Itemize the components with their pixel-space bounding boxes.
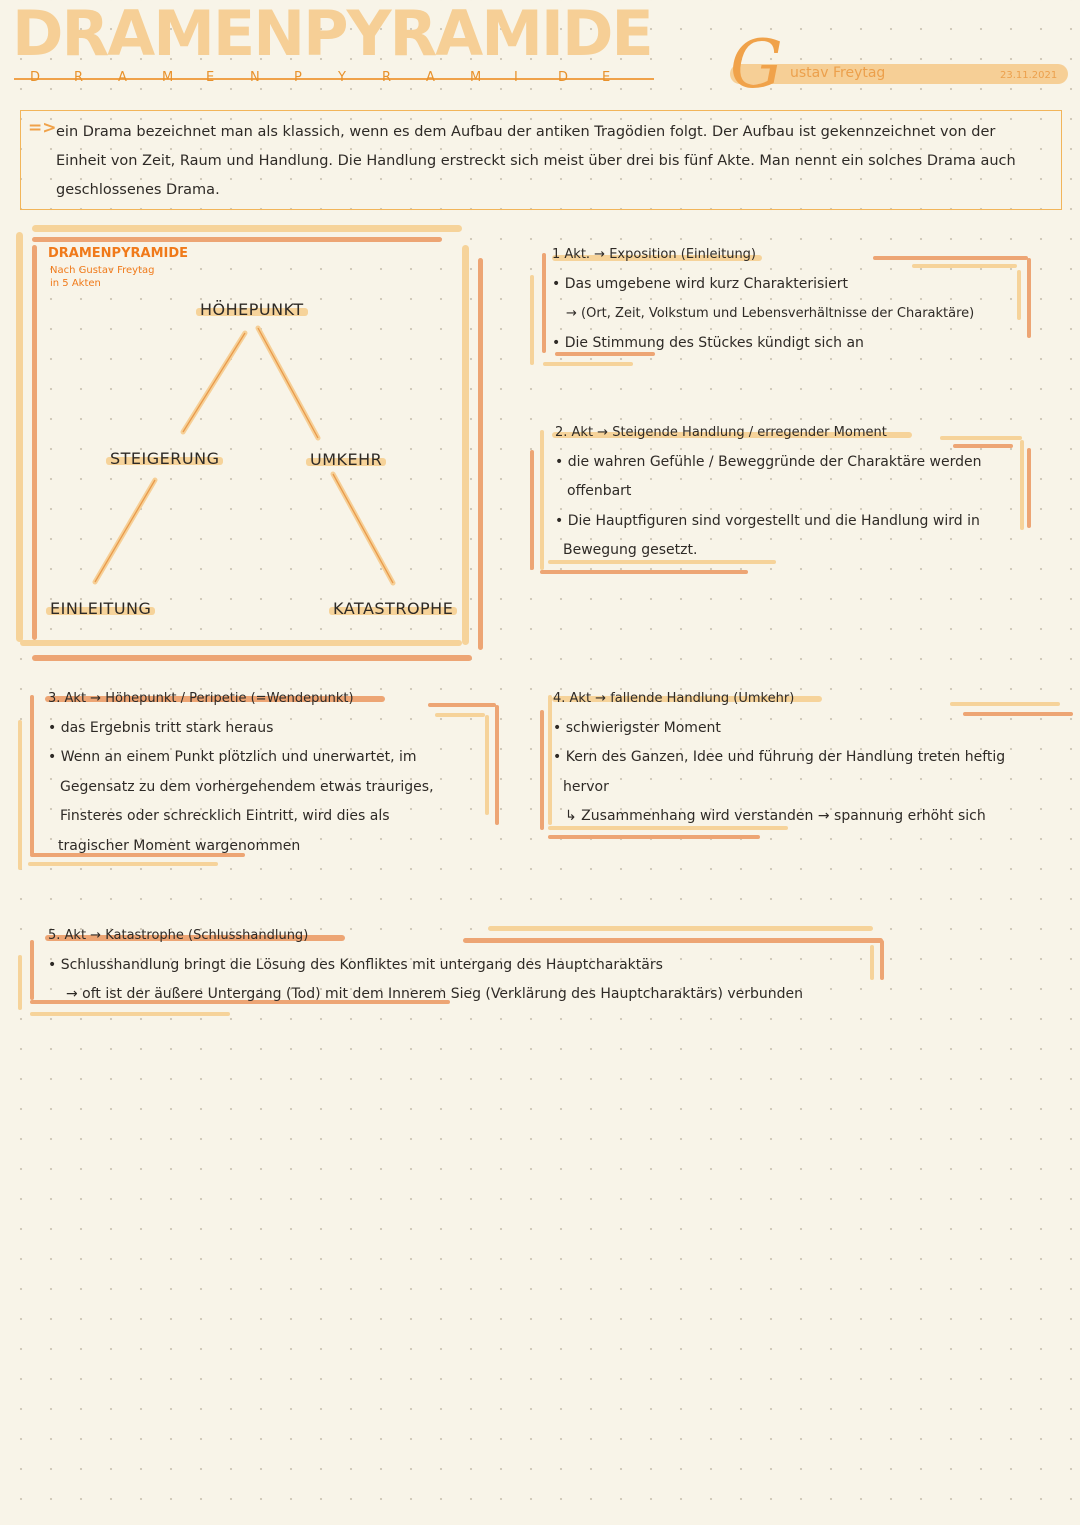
label-peak (200, 300, 304, 320)
frame-stroke (542, 253, 546, 353)
label-text: STEIGERUNG (110, 449, 220, 468)
title-letter: D (30, 70, 41, 85)
arrow-icon: => (28, 118, 57, 138)
act-line: • Die Stimmung des Stückes kündigt sich an (552, 334, 864, 351)
title-letter: A (118, 70, 127, 85)
label-catastrophe (333, 599, 453, 619)
label-turn (310, 450, 382, 470)
title-letter: N (250, 70, 260, 85)
frame-stroke (30, 1012, 230, 1016)
label-text: EINLEITUNG (50, 599, 152, 618)
act-line: → oft ist der äußere Untergang (Tod) mit dem Innerem Sieg (Verklärung des Hauptcharaktärs) verbunden (66, 986, 804, 1002)
title-letter: E (206, 70, 215, 85)
act-line: • Kern des Ganzen, Idee und führung der Handlung treten heftig (553, 749, 1006, 765)
act-line: • Wenn an einem Punkt plötzlich und unerwartet, im (48, 749, 417, 765)
title-letter: P (294, 70, 302, 85)
label-rise (110, 449, 219, 469)
act-4 (553, 684, 1073, 832)
act-2 (555, 418, 1070, 566)
act-line: tragischer Moment wargenommen (58, 837, 301, 854)
frame-stroke (18, 955, 22, 1010)
act-heading: 2. Akt → Steigende Handlung / erregender Moment (555, 425, 887, 440)
pyramid-subtitle-line: Nach Gustav Freytag (50, 265, 155, 276)
act-line: ↳ Zusammenhang wird verstanden → spannung erhöht sich (565, 808, 986, 824)
intro-text: ein Drama bezeichnet man als klassich, wenn es dem Aufbau der antiken Tragödien folgt. Der Aufbau ist gekennzeichnet von der Einheit von Zeit, Raum und Handlung. Die Handlung erstreckt sich meist über drei bis fünf Akte. Man nennt ein solches Drama auch geschlossenes Drama. (56, 124, 1016, 198)
act-1 (552, 240, 1072, 358)
title-letter: I (514, 70, 518, 85)
act-heading: 4. Akt → fallende Handlung (Umkehr) (553, 691, 795, 706)
label-intro (50, 599, 151, 619)
frame-stroke (548, 835, 760, 839)
frame-stroke (18, 720, 22, 870)
title-letter: M (470, 70, 482, 85)
title-letter: R (382, 70, 392, 85)
pyramid-title: DRAMENPYRAMIDE (48, 246, 189, 261)
act-heading: 5. Akt → Katastrophe (Schlusshandlung) (48, 928, 309, 943)
act-line: • das Ergebnis tritt stark heraus (48, 719, 274, 736)
date: 23.11.2021 (1000, 70, 1058, 81)
title-letter: A (426, 70, 435, 85)
author-name: ustav Freytag (790, 65, 886, 81)
frame-stroke (548, 695, 552, 825)
title-letter: R (74, 70, 84, 85)
act-line: • Die Hauptfiguren sind vorgestellt und die Handlung wird in (555, 512, 980, 529)
act-3 (48, 684, 528, 861)
act-line: • Schlusshandlung bringt die Lösung des Konfliktes mit untergang des Hauptcharaktärs (48, 956, 663, 973)
title-letter: E (602, 70, 611, 85)
frame-stroke (540, 710, 544, 830)
frame-stroke (530, 275, 534, 365)
title-letter: M (162, 70, 174, 85)
label-text: UMKEHR (310, 450, 383, 469)
frame-stroke (540, 430, 544, 570)
act-heading: 3. Akt → Höhepunkt / Peripetie (=Wendepunkt) (48, 691, 354, 706)
page-title: DRAMENPYRAMIDE (12, 0, 652, 70)
label-text: HÖHEPUNKT (200, 300, 304, 319)
title-letter: Y (338, 70, 346, 85)
label-text: KATASTROPHE (333, 599, 454, 618)
frame-stroke (543, 362, 633, 366)
title-letter: D (558, 70, 569, 85)
frame-stroke (530, 450, 534, 570)
frame-stroke (30, 940, 34, 1000)
act-5 (48, 921, 1068, 1010)
author-initial: G (730, 26, 783, 103)
act-heading: 1 Akt. → Exposition (Einleitung) (552, 247, 757, 262)
act-line: Gegensatz zu dem vorhergehendem etwas trauriges, (60, 778, 434, 795)
pyramid-subtitle-line: in 5 Akten (50, 278, 101, 289)
act-line: → (Ort, Zeit, Volkstum und Lebensverhältnisse der Charaktäre) (566, 306, 975, 321)
act-line: • die wahren Gefühle / Beweggründe der Charaktäre werden (555, 453, 982, 470)
frame-stroke (540, 570, 748, 574)
act-line: Bewegung gesetzt. (563, 542, 698, 558)
frame-stroke (28, 862, 218, 866)
frame-stroke (30, 695, 34, 855)
act-line: Finsteres oder schrecklich Eintritt, wird dies als (60, 808, 390, 824)
act-line: • schwierigster Moment (553, 719, 721, 736)
act-line: offenbart (567, 483, 632, 499)
act-line: • Das umgebene wird kurz Charakterisiert (552, 275, 849, 292)
act-line: hervor (563, 778, 609, 795)
